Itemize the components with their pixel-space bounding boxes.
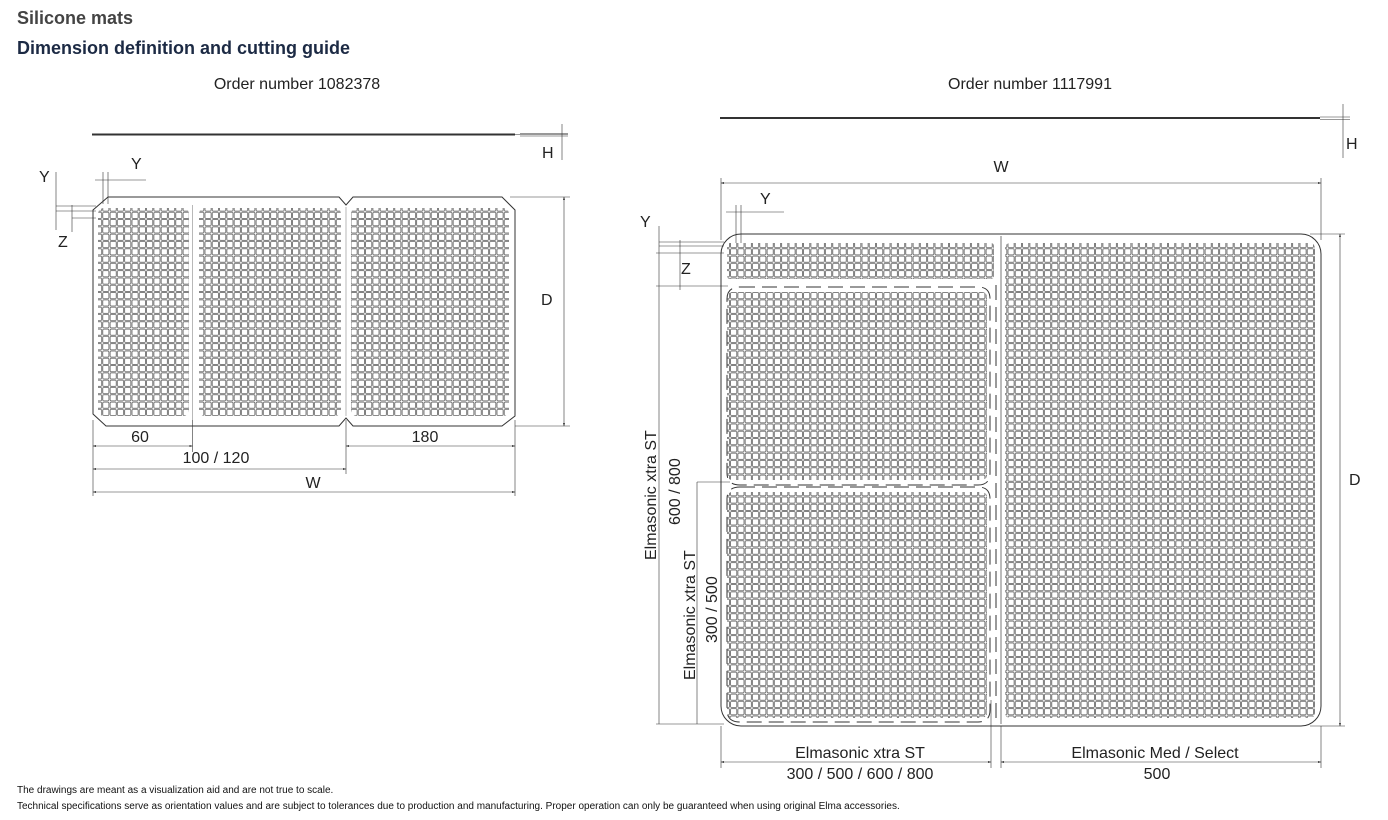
footer-disclaimer-scale: The drawings are meant as a visualization aid and are not true to scale.	[17, 785, 334, 796]
right-w-dimension	[721, 178, 1321, 240]
right-grid-upper-left	[727, 292, 987, 480]
left-grid-section-2	[199, 208, 341, 416]
right-z-label: Z	[681, 261, 691, 278]
left-h-label: H	[542, 145, 554, 162]
right-drawing	[640, 76, 1361, 783]
right-side-inner-size: 300 / 500	[704, 576, 721, 643]
right-bottom-right-label: Elmasonic Med / Select	[1071, 745, 1239, 762]
right-w-label: W	[993, 159, 1009, 176]
right-side-outer-label: Elmasonic xtra ST	[643, 430, 660, 560]
page-title: Dimension definition and cutting guide	[17, 38, 350, 58]
right-bottom-right-size: 500	[1143, 766, 1171, 783]
right-grid-right	[1005, 243, 1315, 718]
footer-disclaimer-specs: Technical specifications serve as orientation values and are subject to tolerances due to production and manufacturing. Proper operation can only be guaranteed when using original Elma accessories.	[17, 801, 900, 812]
left-y-label-side: Y	[39, 169, 50, 186]
right-grid-top-strip	[727, 243, 994, 279]
left-bottom-dimensions	[93, 420, 515, 496]
left-side-profile	[92, 124, 568, 160]
right-d-label: D	[1349, 472, 1361, 489]
right-y-label-top: Y	[760, 191, 771, 208]
right-h-label: H	[1346, 136, 1358, 153]
right-side-inner-label: Elmasonic xtra ST	[682, 550, 699, 680]
right-d-dimension	[1310, 234, 1345, 726]
left-w-label: W	[305, 475, 321, 492]
left-dim-180: 180	[411, 429, 439, 446]
left-dim-60: 60	[131, 429, 149, 446]
right-y-label-side: Y	[640, 214, 651, 231]
left-z-label: Z	[58, 234, 68, 251]
left-order-number: Order number 1082378	[213, 76, 381, 93]
right-y-top-dimension	[726, 205, 784, 243]
left-d-dimension	[510, 197, 570, 426]
right-side-profile	[720, 104, 1350, 158]
left-d-label: D	[541, 292, 553, 309]
left-grid-section-1	[98, 208, 189, 416]
left-y-top-dimension	[95, 172, 146, 204]
left-y-label-top: Y	[131, 156, 142, 173]
section-title: Silicone mats	[17, 8, 134, 28]
right-bottom-left-label: Elmasonic xtra ST	[795, 745, 925, 762]
left-drawing	[39, 76, 570, 496]
right-bottom-left-size: 300 / 500 / 600 / 800	[786, 766, 934, 783]
left-dim-100-120: 100 / 120	[182, 450, 250, 467]
left-yz-dimension	[56, 172, 96, 232]
right-order-number: Order number 1117991	[948, 76, 1112, 93]
left-grid-section-3	[351, 208, 509, 416]
right-grid-lower-left	[727, 492, 987, 718]
right-side-outer-size: 600 / 800	[667, 458, 684, 525]
